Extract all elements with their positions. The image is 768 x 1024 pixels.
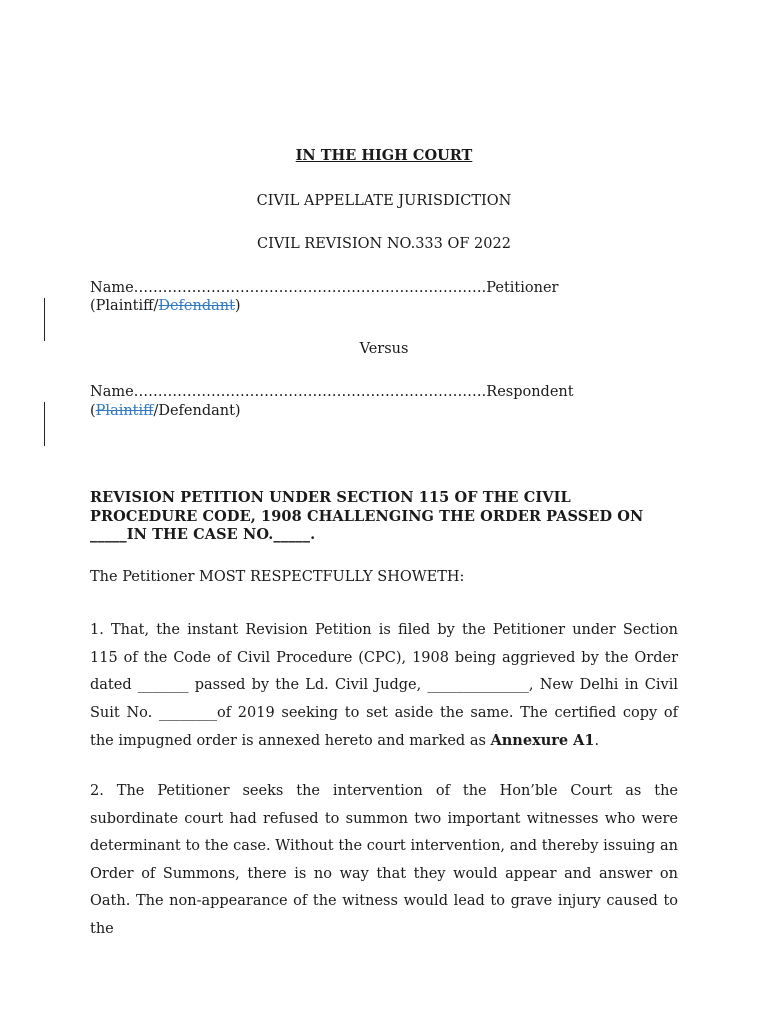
role-text: ( (90, 403, 96, 419)
paragraph-text: 1. That, the instant Revision Petition is filed by the Petitioner under Section 115 of the Code of Civil Procedure (CPC), 1908 being aggrieved by the Order dated _______ passed by the Ld. Civil Judge, ______________, New Delhi in Civil Suit No. ________of 2019 seeking to set aside the same. The certified copy of the impugned order is annexed hereto and marked as (90, 622, 678, 749)
struck-role: Defendant (158, 298, 235, 314)
petitioner-name-line: Name……………………………………………………………….Petitioner (90, 280, 559, 296)
role-text: (Plaintiff/ (90, 298, 159, 314)
paragraph-2 (90, 778, 678, 943)
change-bar (44, 298, 45, 341)
revision-number: CIVIL REVISION NO.333 OF 2022 (257, 236, 511, 252)
change-bar (44, 402, 45, 446)
petition-heading: REVISION PETITION UNDER SECTION 115 OF THE CIVIL PROCEDURE CODE, 1908 CHALLENGING THE ORDER PASSED ON _____IN THE CASE NO._____. (90, 489, 644, 543)
role-text: /Defendant) (153, 403, 241, 419)
paragraph-1 (90, 617, 678, 756)
paragraph-text: 2. The Petitioner seeks the intervention of the Hon’ble Court as the subordinate court had refused to summon two important witnesses who were determinant to the case. Without the court intervention, and thereby issuing an Order of Summons, there is no way that they would appear and answer on Oath. The non-appearance of the witness would lead to grave injury caused to the (90, 783, 678, 937)
role-text: ) (234, 298, 241, 314)
intro-line: The Petitioner MOST RESPECTFULLY SHOWETH: (90, 569, 465, 585)
respondent-role (90, 403, 241, 419)
paragraph-end: . (594, 733, 600, 749)
court-title: IN THE HIGH COURT (295, 147, 473, 164)
annexure-label: Annexure A1 (490, 732, 595, 749)
versus-label: Versus (359, 341, 409, 357)
jurisdiction-line: CIVIL APPELLATE JURISDICTION (256, 193, 512, 209)
struck-role: Plaintiff (95, 403, 154, 419)
petitioner-role (90, 298, 241, 314)
respondent-name-line: Name……………………………………………………………….Respondent (90, 384, 574, 400)
